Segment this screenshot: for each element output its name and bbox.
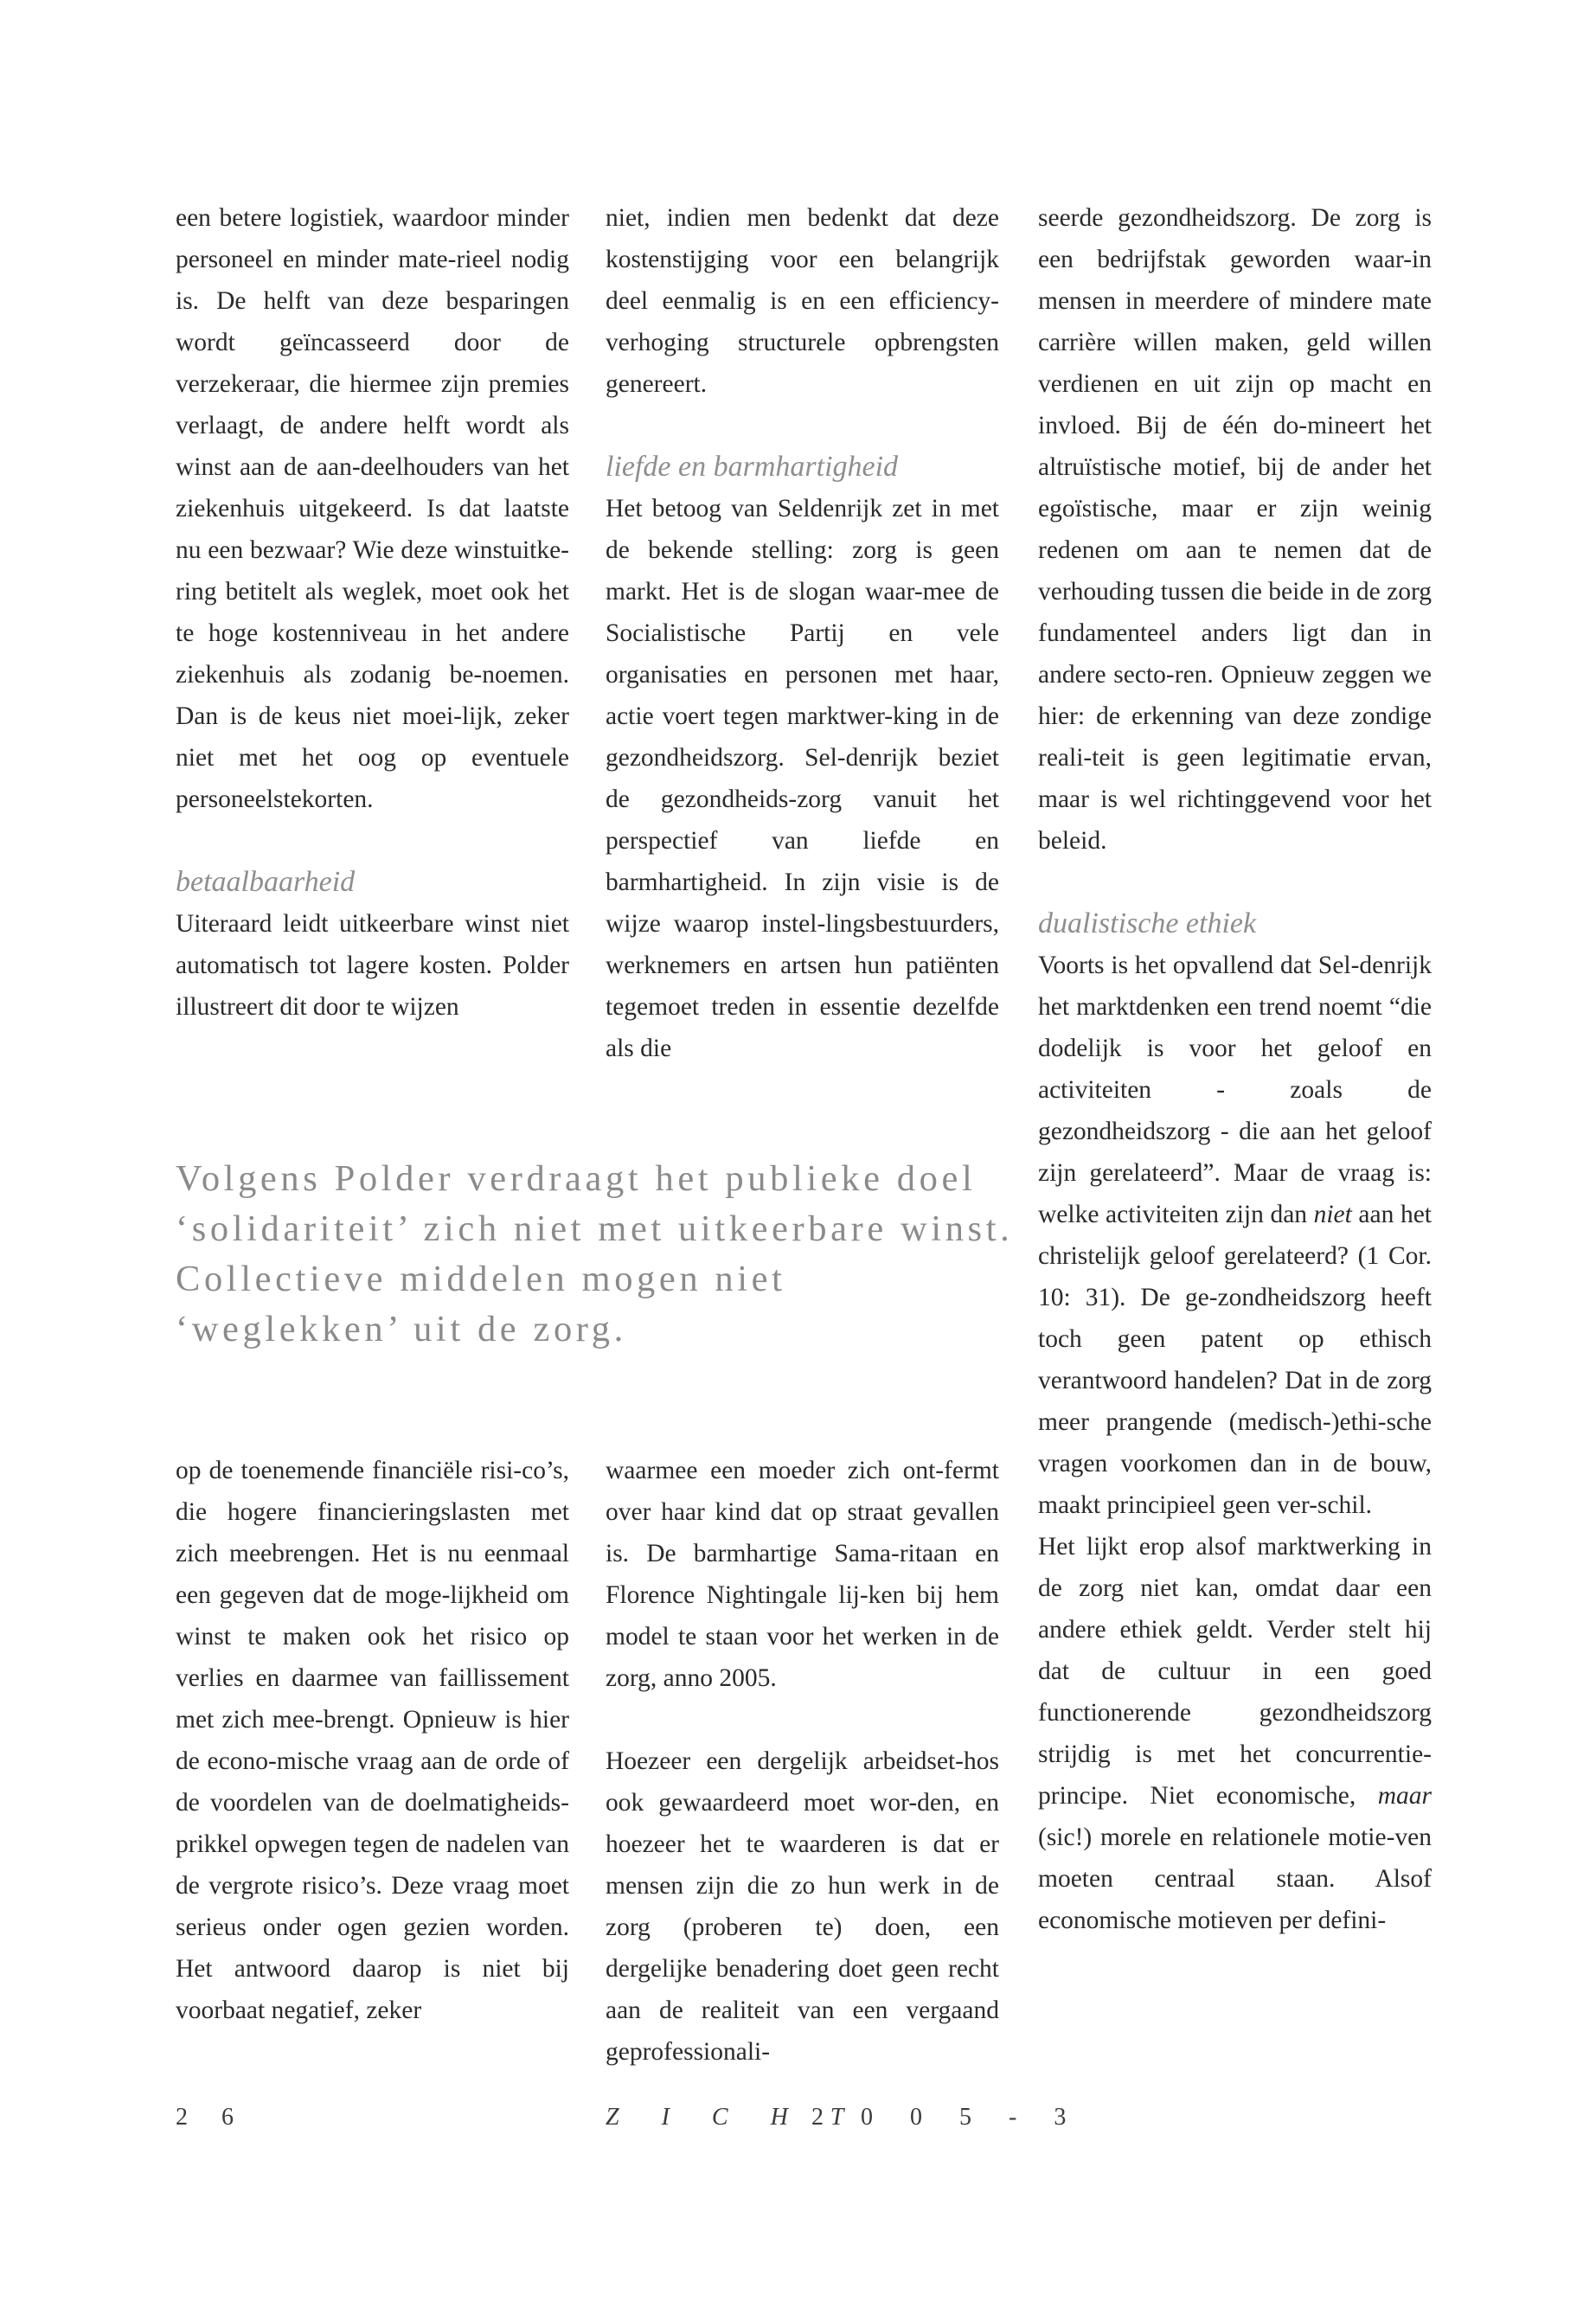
top-column-1	[176, 197, 569, 1028]
bottom-column-1	[176, 1450, 569, 2031]
text-run: aan het christelijk geloof gerelateerd? (1 Cor. 10: 31). De ge-zondheidszorg heeft toch geen patent op ethisch verantwoord handelen? Dat in de zorg meer prangende (medisch-)ethi-sche vragen voorkomen dan in de bouw, maakt principieel geen ver-schil.	[1038, 1201, 1432, 1519]
body-paragraph: Het betoog van Seldenrijk zet in met de bekende stelling: zorg is geen markt. Het is de slogan waar-mee de Socialistische Partij en vele organisaties en personen met haar, actie voert tegen marktwer-king in de gezondheidszorg. Sel-denrijk beziet de gezondheids-zorg vanuit het perspectief van liefde en barmhartigheid. In zijn visie is de wijze waarop instel-lingsbestuurders, werknemers en artsen hun patiënten tegemoet treden in essentie dezelfde als die	[606, 495, 999, 1062]
body-paragraph: op de toenemende financiële risi-co’s, die hogere financieringslasten met zich meebrengen. Het is nu eenmaal een gegeven dat de moge-lijkheid om winst te maken ook het risico op verlies en daarmee van faillissement met zich mee-brengt. Opnieuw is hier de econo-mische vraag aan de orde of de voordelen van de doelmatigheids-prikkel opwegen tegen de nadelen van de vergrote risico’s. Deze vraag moet serieus onder ogen gezien worden. Het antwoord daarop is niet bij voorbaat negatief, zeker	[176, 1457, 569, 2024]
body-paragraph: seerde gezondheidszorg. De zorg is een bedrijfstak geworden waar-in mensen in meerdere of mindere mate carrière willen maken, geld willen verdienen en uit zijn op macht en invloed. Bij de één do-mineert het altruïstische motief, bij de ander het egoïstische, maar er zijn weinig redenen om aan te nemen dat de verhouding tussen die beide in de zorg fundamenteel anders ligt dan in andere secto-ren. Opnieuw zeggen we hier: de erkenning van deze zondige reali-teit is geen legitimatie ervan, maar is wel richtinggevend voor het beleid.	[1038, 204, 1432, 855]
text-run: Voorts is het opvallend dat Sel-denrijk het marktdenken een trend noemt “die dodelijk is voor het geloof en activiteiten - zoals de gezondheidszorg - die aan het geloof zijn gerelateerd”. Maar de vraag is: welke activiteiten zijn dan	[1038, 952, 1432, 1228]
emphasis-text: maar	[1377, 1782, 1432, 1810]
footer-journal-name: Z I C H T	[606, 2104, 862, 2131]
text-run: (sic!) morele en relationele motie-ven moeten centraal staan. Alsof economische motieven per defini-	[1038, 1823, 1432, 1934]
text-run: Het lijkt erop alsof marktwerking in de zorg niet kan, omdat daar een andere ethiek geldt. Verder stelt hij dat de cultuur in een goed functionerende gezondheidszorg strijdig is met het concurrentie-principe. Niet economische,	[1038, 1533, 1432, 1810]
section-heading-dualistische-ethiek: dualistische ethiek	[1038, 907, 1257, 939]
pull-quote: Volgens Polder verdraagt het publieke doel ‘solidariteit’ zich niet met uitkeerbare winst. Collectieve middelen mogen niet ‘weglekken’ uit de zorg.	[176, 1158, 1014, 1349]
section-heading-liefde-en-barmhartigheid: liefde en barmhartigheid	[606, 451, 899, 483]
body-paragraph: Hoezeer een dergelijk arbeidset-hos ook gewaardeerd moet wor-den, en hoezeer het te waarderen is dat er mensen zijn die zo hun werk in de zorg (proberen te) doen, een dergelijke benadering doet geen recht aan de realiteit van een vergaand geprofessionali-	[606, 1747, 999, 2066]
body-paragraph: waarmee een moeder zich ont-fermt over haar kind dat op straat gevallen is. De barmhartige Sama-ritaan en Florence Nightingale lij-ken bij hem model te staan voor het werken in de zorg, anno 2005.	[606, 1457, 999, 1692]
body-paragraph	[1038, 945, 1432, 1526]
body-paragraph	[1038, 1526, 1432, 1941]
bottom-column-2	[606, 1450, 999, 2073]
body-paragraph: niet, indien men bedenkt dat deze kostenstijging voor een belangrijk deel eenmalig is en een efficiency-verhoging structurele opbrengsten genereert.	[606, 204, 999, 398]
right-column	[1038, 197, 1432, 1941]
section-heading-betaalbaarheid: betaalbaarheid	[176, 866, 356, 898]
footer-issue: 2 0 0 5 - 3	[811, 2104, 1082, 2131]
body-paragraph: Uiteraard leidt uitkeerbare winst niet automatisch tot lagere kosten. Polder illustreert dit door te wijzen	[176, 910, 569, 1021]
body-paragraph: een betere logistiek, waardoor minder personeel en minder mate-rieel nodig is. De helft van deze besparingen wordt geïncasseerd door de verzekeraar, die hiermee zijn premies verlaagt, de andere helft wordt als winst aan de aan-deelhouders van het ziekenhuis uitgekeerd. Is dat laatste nu een bezwaar? Wie deze winstuitke-ring betitelt als weglek, moet ook het te hoge kostenniveau in het andere ziekenhuis als zodanig be-noemen. Dan is de keus niet moei-lijk, zeker niet met het oog op eventuele personeelstekorten.	[176, 204, 569, 813]
page-number: 2 6	[176, 2104, 247, 2131]
top-column-2	[606, 197, 999, 1069]
emphasis-text: niet	[1313, 1201, 1352, 1228]
